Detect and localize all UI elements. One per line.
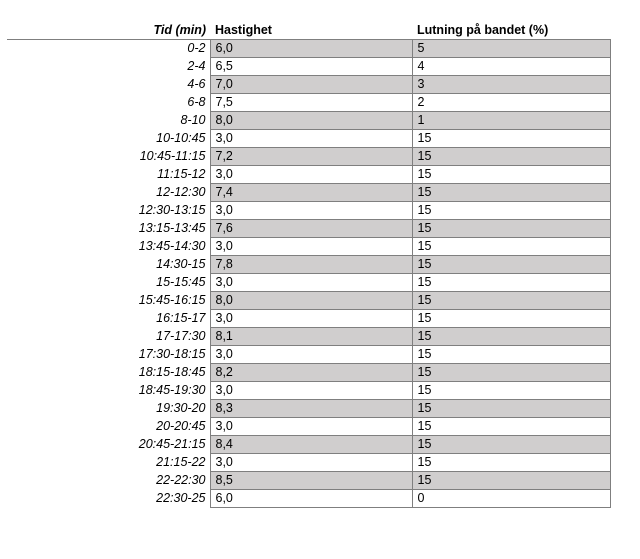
time-cell: 16:15-17 (7, 309, 210, 327)
table-row (7, 111, 610, 129)
interval-table (7, 20, 611, 508)
time-cell: 22-22:30 (7, 471, 210, 489)
time-cell: 11:15-12 (7, 165, 210, 183)
time-cell: 13:45-14:30 (7, 237, 210, 255)
incline-cell: 15 (412, 381, 610, 399)
table-row (7, 363, 610, 381)
time-cell: 18:15-18:45 (7, 363, 210, 381)
speed-cell: 8,5 (210, 471, 412, 489)
incline-cell: 15 (412, 237, 610, 255)
incline-cell: 4 (412, 57, 610, 75)
table-row (7, 183, 610, 201)
speed-cell: 3,0 (210, 453, 412, 471)
table-row (7, 345, 610, 363)
incline-cell: 3 (412, 75, 610, 93)
speed-cell: 8,4 (210, 435, 412, 453)
table-row (7, 471, 610, 489)
table-row (7, 129, 610, 147)
speed-cell: 6,5 (210, 57, 412, 75)
table-row (7, 489, 610, 507)
incline-cell: 15 (412, 453, 610, 471)
table-row (7, 93, 610, 111)
table-header-row (7, 20, 610, 39)
speed-cell: 8,2 (210, 363, 412, 381)
table-row (7, 453, 610, 471)
incline-cell: 0 (412, 489, 610, 507)
incline-cell: 15 (412, 471, 610, 489)
incline-cell: 15 (412, 219, 610, 237)
document-page (7, 20, 610, 508)
speed-cell: 8,3 (210, 399, 412, 417)
time-cell: 19:30-20 (7, 399, 210, 417)
incline-cell: 15 (412, 345, 610, 363)
speed-cell: 7,2 (210, 147, 412, 165)
incline-cell: 2 (412, 93, 610, 111)
table-row (7, 435, 610, 453)
time-cell: 17-17:30 (7, 327, 210, 345)
table-row (7, 147, 610, 165)
speed-cell: 3,0 (210, 237, 412, 255)
table-row (7, 327, 610, 345)
time-cell: 15:45-16:15 (7, 291, 210, 309)
incline-cell: 15 (412, 363, 610, 381)
time-cell: 6-8 (7, 93, 210, 111)
incline-cell: 15 (412, 273, 610, 291)
table-row (7, 219, 610, 237)
time-cell: 21:15-22 (7, 453, 210, 471)
incline-cell: 1 (412, 111, 610, 129)
speed-cell: 6,0 (210, 489, 412, 507)
incline-cell: 15 (412, 309, 610, 327)
speed-cell: 3,0 (210, 201, 412, 219)
speed-cell: 3,0 (210, 273, 412, 291)
speed-cell: 3,0 (210, 129, 412, 147)
time-cell: 20-20:45 (7, 417, 210, 435)
time-cell: 12-12:30 (7, 183, 210, 201)
header-time: Tid (min) (7, 20, 210, 39)
speed-cell: 8,0 (210, 111, 412, 129)
time-cell: 4-6 (7, 75, 210, 93)
speed-cell: 6,0 (210, 39, 412, 57)
incline-cell: 15 (412, 129, 610, 147)
incline-cell: 15 (412, 165, 610, 183)
header-incline: Lutning på bandet (%) (412, 20, 610, 39)
time-cell: 0-2 (7, 39, 210, 57)
table-row (7, 381, 610, 399)
speed-cell: 7,4 (210, 183, 412, 201)
table-row (7, 255, 610, 273)
time-cell: 14:30-15 (7, 255, 210, 273)
table-row (7, 165, 610, 183)
time-cell: 20:45-21:15 (7, 435, 210, 453)
time-cell: 2-4 (7, 57, 210, 75)
incline-cell: 15 (412, 417, 610, 435)
time-cell: 13:15-13:45 (7, 219, 210, 237)
incline-cell: 15 (412, 255, 610, 273)
time-cell: 15-15:45 (7, 273, 210, 291)
table-row (7, 399, 610, 417)
speed-cell: 7,5 (210, 93, 412, 111)
time-cell: 10-10:45 (7, 129, 210, 147)
table-row (7, 417, 610, 435)
table-row (7, 273, 610, 291)
table-row (7, 237, 610, 255)
speed-cell: 3,0 (210, 381, 412, 399)
speed-cell: 8,1 (210, 327, 412, 345)
speed-cell: 7,0 (210, 75, 412, 93)
table-row (7, 291, 610, 309)
speed-cell: 8,0 (210, 291, 412, 309)
time-cell: 22:30-25 (7, 489, 210, 507)
incline-cell: 15 (412, 435, 610, 453)
table-row (7, 39, 610, 57)
speed-cell: 3,0 (210, 417, 412, 435)
incline-cell: 15 (412, 399, 610, 417)
table-row (7, 309, 610, 327)
speed-cell: 3,0 (210, 165, 412, 183)
time-cell: 12:30-13:15 (7, 201, 210, 219)
table-row (7, 75, 610, 93)
table-row (7, 201, 610, 219)
speed-cell: 3,0 (210, 345, 412, 363)
speed-cell: 3,0 (210, 309, 412, 327)
time-cell: 18:45-19:30 (7, 381, 210, 399)
header-speed: Hastighet (210, 20, 412, 39)
table-row (7, 57, 610, 75)
time-cell: 10:45-11:15 (7, 147, 210, 165)
incline-cell: 15 (412, 291, 610, 309)
speed-cell: 7,6 (210, 219, 412, 237)
incline-cell: 15 (412, 147, 610, 165)
incline-cell: 15 (412, 201, 610, 219)
speed-cell: 7,8 (210, 255, 412, 273)
incline-cell: 15 (412, 183, 610, 201)
table-body (7, 39, 610, 507)
time-cell: 8-10 (7, 111, 210, 129)
time-cell: 17:30-18:15 (7, 345, 210, 363)
incline-cell: 5 (412, 39, 610, 57)
incline-cell: 15 (412, 327, 610, 345)
